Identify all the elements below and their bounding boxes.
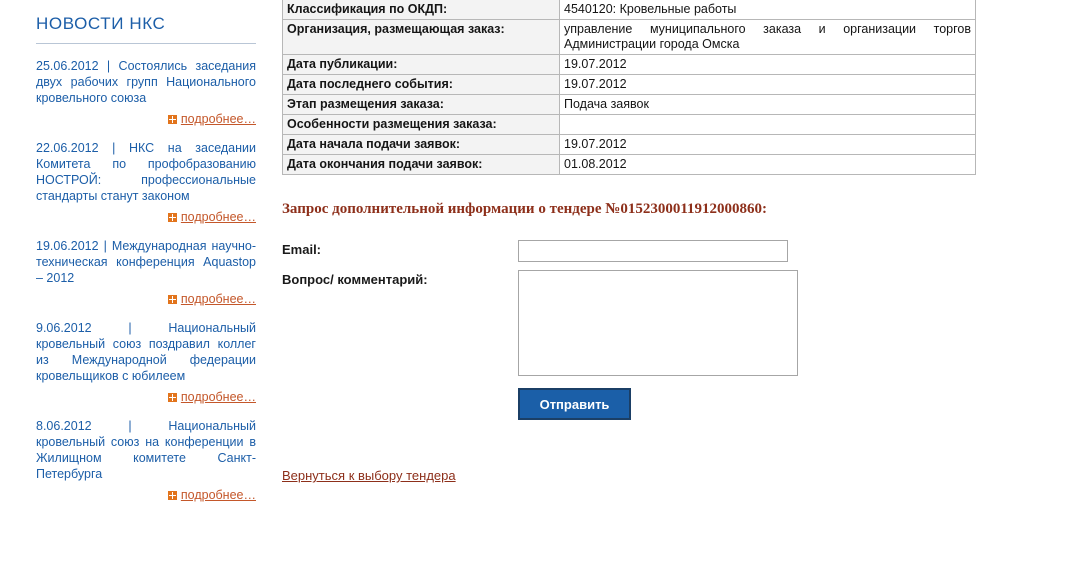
table-cell-label: Этап размещения заказа: [283,95,560,115]
list-item[interactable] [36,418,256,482]
news-item-text: НКС на заседании Комитета по профобразованию НОСТРОЙ: профессиональные стандарты станут законом [36,141,256,204]
table-cell-label: Дата публикации: [283,55,560,75]
submit-button[interactable]: Отправить [518,388,631,420]
tender-details-main [258,0,1073,569]
news-item-separator: | [98,239,112,254]
list-item[interactable] [36,238,256,286]
back-link-wrap [282,468,1073,483]
news-item-text: Международная научно-техническая конференция Aquastop – 2012 [36,239,256,286]
news-more-link[interactable]: подробнее… [180,210,256,225]
news-item-separator: | [98,141,130,156]
news-item-text: Национальный кровельный союз на конференции в Жилищном комитете Санкт-Петербурга [36,419,256,482]
news-item-date: 9.06.2012 [36,321,92,336]
list-item[interactable] [36,140,256,204]
news-more-row[interactable] [36,292,256,306]
table-cell-value [560,20,976,55]
comment-field-row [282,270,1073,376]
table-cell-value: 19.07.2012 [560,135,976,155]
table-cell-label: Дата последнего события: [283,75,560,95]
email-field-label: Email: [282,242,322,257]
table-row [283,0,976,20]
table-row [283,155,976,175]
news-more-row[interactable] [36,390,256,404]
news-item-separator: | [91,419,169,434]
table-cell-label: Дата окончания подачи заявок: [283,155,560,175]
news-item-separator: | [98,59,119,74]
news-more-link[interactable]: подробнее… [180,390,256,405]
news-item-date: 25.06.2012 [36,59,99,74]
table-row [283,75,976,95]
news-item-link[interactable] [36,140,256,204]
table-cell-value: Подача заявок [560,95,976,115]
plus-icon [168,213,177,222]
comment-field[interactable] [518,270,798,376]
table-cell-value-line2: Администрации города Омска [564,37,740,51]
request-form [282,240,1073,420]
comment-field-label: Вопрос/ комментарий: [282,272,428,287]
news-more-link[interactable]: подробнее… [180,112,256,127]
news-more-link[interactable]: подробнее… [180,488,256,503]
plus-icon [168,295,177,304]
table-cell-value: 19.07.2012 [560,55,976,75]
table-row [283,20,976,55]
news-item-link[interactable] [36,418,256,482]
news-sidebar [0,0,258,569]
news-item-link[interactable] [36,238,256,286]
table-cell-value [560,115,976,135]
plus-icon [168,491,177,500]
news-item-date: 22.06.2012 [36,141,99,156]
news-item-link[interactable] [36,58,256,106]
table-cell-label: Особенности размещения заказа: [283,115,560,135]
table-row [283,95,976,115]
news-item-date: 8.06.2012 [36,419,92,434]
request-form-heading: Запрос дополнительной информации о тендере №0152300011912000860: [282,201,767,217]
list-item[interactable] [36,320,256,384]
list-item[interactable] [36,58,256,106]
news-item-date: 19.06.2012 [36,239,99,254]
news-item-text: Национальный кровельный союз поздравил коллег из Международной федерации кровельщиков с юбилеем [36,321,256,384]
submit-row [518,388,1073,420]
email-field-row [282,240,1073,262]
news-sidebar-title: НОВОСТИ НКС [36,14,256,44]
news-more-link[interactable]: подробнее… [180,292,256,307]
table-cell-label: Организация, размещающая заказ: [283,20,560,55]
table-cell-value: 19.07.2012 [560,75,976,95]
table-row [283,55,976,75]
table-row [283,115,976,135]
news-more-row[interactable] [36,112,256,126]
table-cell-label: Классификация по ОКДП: [283,0,560,20]
plus-icon [168,393,177,402]
news-item-text: Состоялись заседания двух рабочих групп Национального кровельного союза [36,59,256,106]
news-item-link[interactable] [36,320,256,384]
table-row [283,135,976,155]
table-cell-label: Дата начала подачи заявок: [283,135,560,155]
tender-details-table [282,0,976,175]
news-item-separator: | [91,321,169,336]
news-more-row[interactable] [36,488,256,502]
table-cell-value: 01.08.2012 [560,155,976,175]
news-more-row[interactable] [36,210,256,224]
email-field[interactable] [518,240,788,262]
plus-icon [168,115,177,124]
table-cell-value-line1: управление муниципального заказа и организации торгов [564,22,971,36]
table-cell-value: 4540120: Кровельные работы [560,0,976,20]
back-to-tender-list-link[interactable]: Вернуться к выбору тендера [282,468,456,483]
